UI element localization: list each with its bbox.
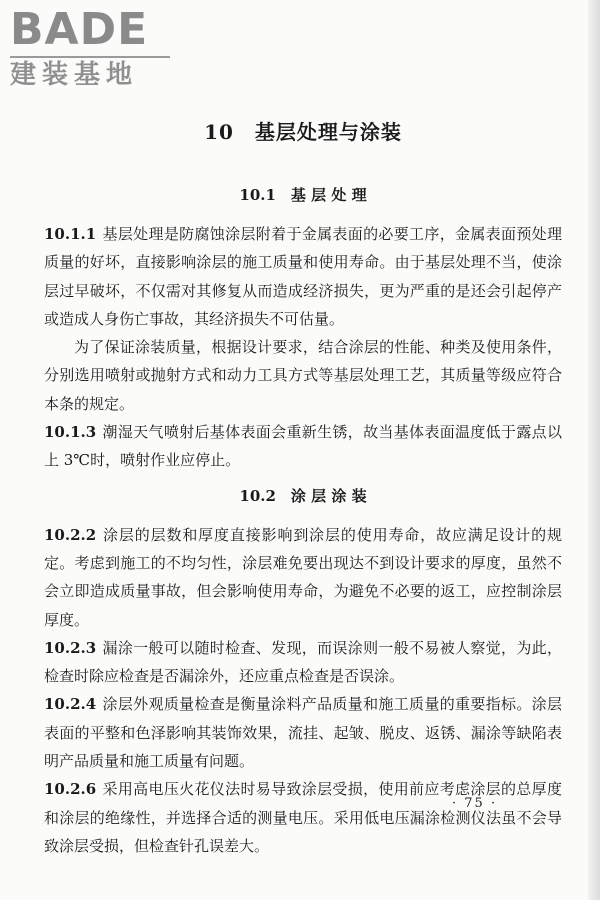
page-content bbox=[44, 116, 562, 860]
clause-text: 涂层外观质量检查是衡量涂料产品质量和施工质量的重要指标。涂层表面的平整和色泽影响其装饰效果，流挂、起皱、脱皮、返锈、漏涂等缺陷表明产品质量和施工质量有问题。 bbox=[44, 695, 562, 771]
clause-number: 10.2.6 bbox=[44, 780, 97, 799]
clause-number: 10.2.2 bbox=[44, 525, 97, 544]
chapter-title: 10 基层处理与涂装 bbox=[204, 120, 402, 144]
clause-number: 10.1.1 bbox=[44, 225, 97, 243]
logo-divider bbox=[10, 56, 170, 58]
clause-paragraph bbox=[44, 418, 562, 475]
clause-paragraph bbox=[44, 634, 562, 691]
section-title: 10.2 涂 层 涂 装 bbox=[239, 486, 367, 505]
clause-paragraph bbox=[44, 775, 562, 860]
clause-number: 10.2.4 bbox=[44, 695, 97, 714]
clause-text: 为了保证涂装质量，根据设计要求，结合涂层的性能、种类及使用条件，分别选用喷射或抛射方式和动力工具方式等基层处理工艺，其质量等级应符合本条的规定。 bbox=[44, 338, 562, 413]
clause-paragraph bbox=[44, 521, 562, 634]
clause-text: 采用高电压火花仪法时易导致涂层受损，使用前应考虑涂层的总厚度和涂层的绝缘性，并选择合适的测量电压。采用低电压漏涂检测仪法虽不会导致涂层受损，但检查针孔误差大。 bbox=[44, 780, 562, 855]
clause-text: 漏涂一般可以随时检查、发现，而误涂则一般不易被人察觉，为此，检查时除应检查是否漏涂外，还应重点检查是否误涂。 bbox=[44, 638, 562, 686]
logo-subtitle: 建装基地 bbox=[10, 60, 139, 90]
logo bbox=[10, 6, 180, 90]
clause-paragraph bbox=[44, 333, 562, 418]
clause-paragraph bbox=[44, 220, 562, 333]
page-number: · 75 · bbox=[452, 796, 498, 811]
clause-text: 涂层的层数和厚度直接影响到涂层的使用寿命，故应满足设计的规定。考虑到施工的不均匀性，涂层难免要出现达不到设计要求的厚度，虽然不会立即造成质量事故，但会影响使用寿命，为避免不必要的返工，应控制涂层厚度。 bbox=[44, 525, 562, 629]
clause-number: 10.2.3 bbox=[44, 638, 97, 657]
clause-text: 基层处理是防腐蚀涂层附着于金属表面的必要工序，金属表面预处理质量的好坏，直接影响涂层的施工质量和使用寿命。由于基层处理不当，使涂层过早破坏，不仅需对其修复从而造成经济损失，更为严重的是还会引起停产或造成人身伤亡事故，其经济损失不可估量。 bbox=[44, 225, 562, 328]
clause-paragraph bbox=[44, 690, 562, 775]
logo-brand-text: BADE bbox=[10, 4, 149, 55]
section-title: 10.1 基 层 处 理 bbox=[239, 186, 367, 204]
page-binding-edge bbox=[588, 0, 600, 900]
clause-text: 潮湿天气喷射后基体表面会重新生锈，故当基体表面温度低于露点以上 3℃时，喷射作业应停止。 bbox=[44, 423, 562, 470]
clause-number: 10.1.3 bbox=[44, 423, 97, 442]
